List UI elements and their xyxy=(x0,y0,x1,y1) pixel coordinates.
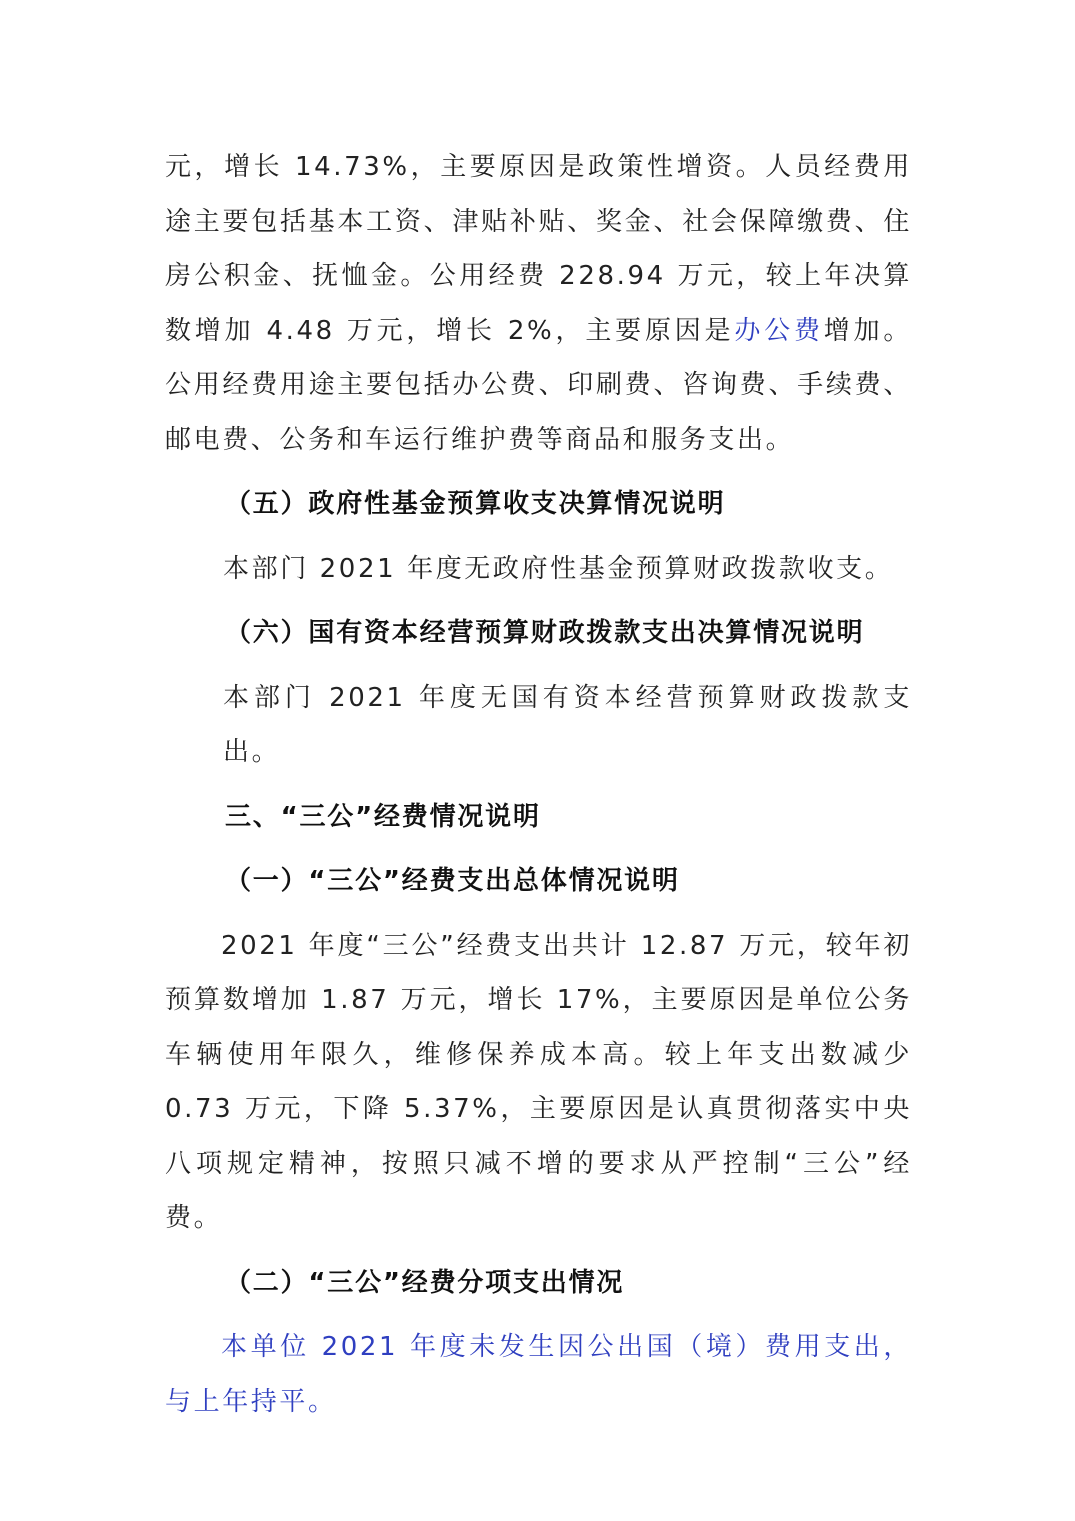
heading-three-public-expenses: 三、“三公”经费情况说明 xyxy=(225,801,541,832)
heading-three-public-itemized: （二）“三公”经费分项支出情况 xyxy=(225,1267,625,1298)
paragraph-state-capital-budget: 本部门 2021 年度无国有资本经营预算财政拨款支出。 xyxy=(223,682,912,767)
heading-three-public-overall: （一）“三公”经费支出总体情况说明 xyxy=(225,866,680,896)
heading-state-capital-budget: （六）国有资本经营预算财政拨款支出决算情况说明 xyxy=(225,618,865,648)
paragraph-three-public-overall: 2021 年度“三公”经费支出共计 12.87 万元，较年初预算数增加 1.87 万元，增长 17%，主要原因是单位公务车辆使用年限久，维修保养成本高。较上年支出数减少 0.73 万元，下降 5.37%，主要原因是认真贯彻落实中央八项规定精神，按照只减不增的要求从严控制“三公”经费。 xyxy=(165,930,912,1233)
paragraph-personnel-public-expense xyxy=(165,140,912,467)
paragraph-text: 元，增长 14.73%，主要原因是政策性增资。人员经费用途主要包括基本工资、津贴补贴、奖金、社会保障缴费、住房公积金、抚恤金。公用经费 228.94 万元，较上年决算数增加 4.48 万元，增长 2%，主要原因是 xyxy=(165,152,912,346)
paragraph-government-fund-budget: 本部门 2021 年度无政府性基金预算财政拨款收支。 xyxy=(223,553,894,584)
document-body xyxy=(165,140,912,1429)
paragraph-text: 增加。公用经费用途主要包括办公费、印刷费、咨询费、手续费、邮电费、公务和车运行维护费等商品和服务支出。 xyxy=(165,315,912,455)
office-expense-highlight: 办公费 xyxy=(734,315,824,346)
paragraph-overseas-travel: 本单位 2021 年度未发生因公出国（境）费用支出，与上年持平。 xyxy=(165,1332,912,1417)
heading-government-fund-budget: （五）政府性基金预算收支决算情况说明 xyxy=(225,489,726,519)
